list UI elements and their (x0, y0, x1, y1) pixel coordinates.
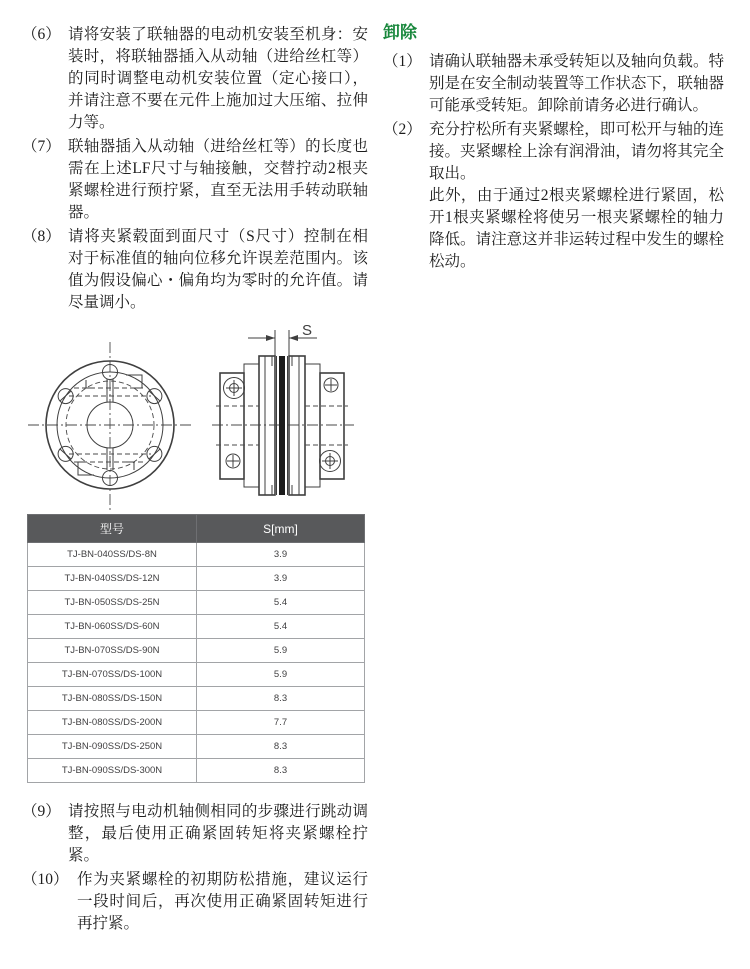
item-text: 请将夹紧毂面到面尺寸（S尺寸）控制在相对于标准值的轴向位移允许误差范围内。该值为假设偏心・偏角均为零时的允许值。请尽量调小。 (68, 228, 368, 311)
instruction-item-6 (22, 24, 368, 134)
model-cell: TJ-BN-070SS/DS-90N (28, 639, 197, 663)
table-header-row (28, 515, 365, 543)
model-cell: TJ-BN-040SS/DS-12N (28, 567, 197, 591)
item-text-continued: 此外，由于通过2根夹紧螺栓进行紧固，松开1根夹紧螺栓将使另一根夹紧螺栓的轴力降低。请注意这并非运转过程中发生的螺栓松动。 (429, 187, 724, 270)
model-cell: TJ-BN-090SS/DS-300N (28, 759, 197, 783)
model-cell: TJ-BN-040SS/DS-8N (28, 543, 197, 567)
model-cell: TJ-BN-090SS/DS-250N (28, 735, 197, 759)
table-row (28, 591, 365, 615)
model-cell: TJ-BN-060SS/DS-60N (28, 615, 197, 639)
item-marker: （8） (22, 228, 61, 245)
model-column-header: 型号 (28, 515, 197, 543)
table-row (28, 639, 365, 663)
item-marker: （6） (22, 26, 61, 43)
clamp-bolt (226, 454, 240, 468)
model-cell: TJ-BN-050SS/DS-25N (28, 591, 197, 615)
coupling-front-view (28, 342, 192, 510)
instructions-left-bottom (22, 801, 368, 937)
s-dimension (248, 322, 317, 360)
removal-item-2 (383, 119, 724, 273)
model-cell: TJ-BN-080SS/DS-150N (28, 687, 197, 711)
instruction-item-10 (22, 869, 368, 935)
item-text: 请按照与电动机轴侧相同的步骤进行跳动调整，最后使用正确紧固转矩将夹紧螺栓拧紧。 (68, 803, 368, 864)
item-marker: （7） (22, 138, 61, 155)
s-dimension-table (27, 514, 365, 783)
item-text: 联轴器插入从动轴（进给丝杠等）的长度也需在上述LF尺寸与轴接触，交替拧动2根夹紧螺栓进行预拧紧，直至无法用手转动联轴器。 (68, 138, 368, 221)
item-text: 充分拧松所有夹紧螺栓，即可松开与轴的连接。夹紧螺栓上涂有润滑油，请勿将其完全取出。 (429, 121, 724, 182)
s-column-header: S[mm] (197, 515, 365, 543)
table-row (28, 663, 365, 687)
item-marker: （1） (383, 53, 422, 70)
s-dimension-label: S (302, 322, 313, 339)
table-row (28, 543, 365, 567)
clamp-bolt (224, 378, 245, 399)
instruction-item-9 (22, 801, 368, 867)
removal-item-1 (383, 51, 724, 117)
table-row (28, 759, 365, 783)
removal-section (383, 22, 724, 275)
s-value-cell: 3.9 (197, 543, 365, 567)
item-marker: （2） (383, 121, 422, 138)
clamp-bolt (320, 451, 341, 472)
item-text: 请确认联轴器未承受转矩以及轴向负载。特别是在安全制动装置等工作状态下，联轴器可能承受转矩。卸除前请务必进行确认。 (429, 53, 724, 114)
table-row (28, 711, 365, 735)
s-value-cell: 3.9 (197, 567, 365, 591)
coupling-side-view (212, 322, 354, 495)
model-cell: TJ-BN-070SS/DS-100N (28, 663, 197, 687)
instruction-item-8 (22, 226, 368, 314)
coupling-technical-drawing (22, 318, 372, 514)
item-text: 请将安装了联轴器的电动机安装至机身：安装时，将联轴器插入从动轴（进给丝杠等）的同时调整电动机安装位置（定心接口），并请注意不要在元件上施加过大压缩、拉伸力等。 (68, 26, 368, 131)
instructions-left-top (22, 24, 368, 316)
s-value-cell: 8.3 (197, 735, 365, 759)
s-value-cell: 5.4 (197, 615, 365, 639)
item-text: 作为夹紧螺栓的初期防松措施，建议运行一段时间后，再次使用正确紧固转矩进行再拧紧。 (77, 871, 368, 932)
s-value-cell: 5.9 (197, 663, 365, 687)
s-value-cell: 7.7 (197, 711, 365, 735)
s-value-cell: 5.4 (197, 591, 365, 615)
table-row (28, 567, 365, 591)
table-row (28, 615, 365, 639)
s-value-cell: 5.9 (197, 639, 365, 663)
instruction-item-7 (22, 136, 368, 224)
table-row (28, 735, 365, 759)
table-row (28, 687, 365, 711)
s-value-cell: 8.3 (197, 759, 365, 783)
item-marker: （9） (22, 803, 61, 820)
item-marker: （10） (22, 871, 69, 888)
clamp-bolt (324, 378, 338, 392)
model-cell: TJ-BN-080SS/DS-200N (28, 711, 197, 735)
s-value-cell: 8.3 (197, 687, 365, 711)
section-heading-removal: 卸除 (383, 23, 417, 42)
